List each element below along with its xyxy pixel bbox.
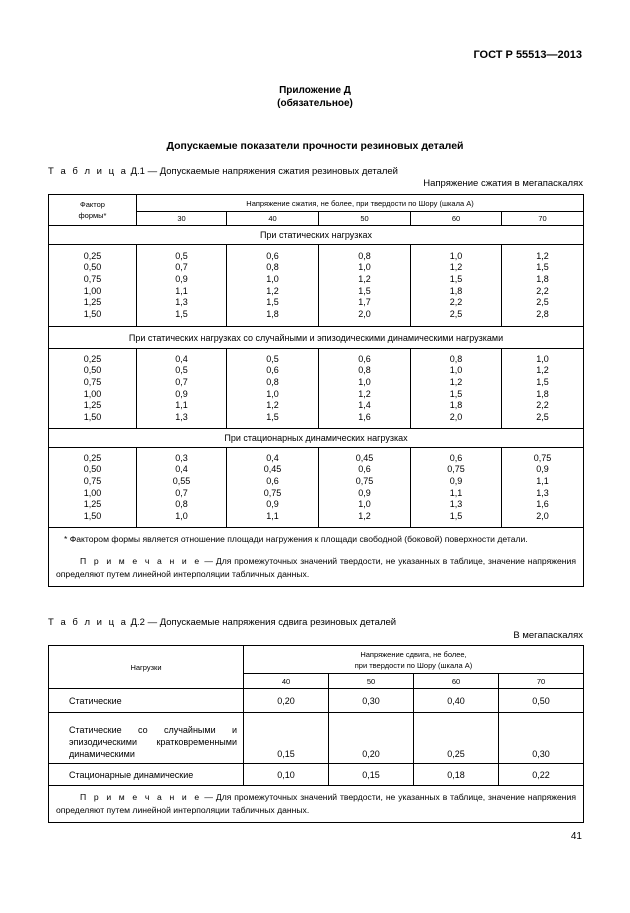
table1-data-column	[227, 448, 319, 528]
table1-data-column	[411, 245, 502, 327]
table1-cell: 1,1	[175, 400, 188, 411]
table1-caption-prefix: Т а б л и ц а	[48, 166, 128, 177]
table1-cell: 1,2	[449, 376, 463, 387]
table1-cell: 0,75	[83, 376, 102, 387]
table1-cell: 0,3	[175, 452, 188, 463]
appendix-heading	[0, 84, 630, 110]
table2-cell: 0,22	[499, 764, 584, 786]
section-title: Допускаемые показатели прочности резиновых деталей	[166, 140, 464, 152]
table2-notes	[49, 786, 584, 823]
table2-cell: 0,18	[414, 764, 499, 786]
table1-cell: 0,9	[358, 487, 371, 498]
table2-row-label	[49, 713, 244, 764]
table2-row	[49, 764, 584, 786]
table2-row	[49, 713, 584, 764]
table1-note-text: — Для промежуточных значений твердости, не указанных в таблице, значение напряжения определяют путем линейной интерполяции табличных данных.	[56, 556, 576, 579]
table1-cell: 1,2	[536, 250, 549, 261]
table1-cell: 0,6	[266, 475, 279, 486]
table1-cell: 0,75	[355, 475, 374, 486]
table1-hardness-cell: 60	[411, 212, 502, 226]
table1-cell: 1,0	[358, 376, 371, 387]
table2-cell: 0,15	[244, 713, 329, 764]
table1-data-column	[319, 245, 411, 327]
table1-cell: 1,00	[83, 487, 102, 498]
table1-cell: 1,7	[358, 297, 371, 308]
table1-cell: 1,8	[536, 388, 549, 399]
table1-cell: 1,0	[175, 510, 188, 521]
table1-cell: 1,2	[266, 400, 279, 411]
table1-cell: 0,45	[263, 464, 282, 475]
table1-cell: 0,5	[266, 353, 279, 364]
table1-data-column	[411, 349, 502, 429]
table1-cell: 1,1	[449, 487, 463, 498]
table1-cell: 0,9	[536, 464, 549, 475]
table1-cell: 0,5	[175, 365, 188, 376]
table1-cell: 1,1	[266, 510, 279, 521]
table1-notes	[49, 528, 584, 587]
table1-cell: 0,9	[266, 499, 279, 510]
table1-note-prefix: П р и м е ч а н и е	[80, 556, 202, 566]
table1-cell: 0,75	[447, 464, 465, 475]
table2-cell: 0,30	[499, 713, 584, 764]
table1-data-column	[49, 448, 137, 528]
table2-col0-header: Нагрузки	[49, 646, 244, 689]
table1-cell: 0,8	[266, 376, 279, 387]
table1-cell: 1,50	[83, 308, 102, 319]
table1-group-data	[49, 349, 584, 429]
table1-data-column	[502, 448, 584, 528]
table2-span-header	[244, 646, 584, 674]
table1-hardness-cell: 30	[137, 212, 227, 226]
table1-cell: 0,4	[266, 452, 279, 463]
table1-cell: 0,75	[83, 475, 102, 486]
table1-cell: 0,6	[266, 365, 279, 376]
table1-cell: 1,0	[536, 353, 549, 364]
table1-cell: 0,75	[533, 452, 552, 463]
table1-cell: 2,2	[536, 285, 549, 296]
table2	[48, 645, 584, 823]
table1-cell: 0,55	[172, 475, 191, 486]
table2-cell: 0,10	[244, 764, 329, 786]
table1-data-column	[502, 245, 584, 327]
table1-caption	[48, 166, 398, 177]
table1-cell: 1,6	[358, 411, 371, 422]
table2-cell: 0,50	[499, 689, 584, 713]
table1-group-title: При статических нагрузках со случайными и эпизодическими динамическими нагрузками	[49, 327, 584, 349]
table2-note	[56, 791, 576, 817]
table2-cell: 0,25	[414, 713, 499, 764]
table2-row-label: Статические	[49, 689, 244, 713]
table2-cell: 0,15	[329, 764, 414, 786]
table1-cell: 0,8	[266, 262, 279, 273]
table1-cell: 1,0	[358, 499, 371, 510]
table1-group-title: При стационарных динамических нагрузках	[49, 429, 584, 448]
table1-cell: 1,0	[266, 388, 279, 399]
table1-cell: 1,3	[449, 499, 463, 510]
table1-cell: 1,0	[266, 273, 279, 284]
table1-cell: 0,8	[175, 499, 188, 510]
table1-cell: 1,5	[536, 262, 549, 273]
table1-note	[56, 555, 576, 581]
table1-cell: 1,3	[175, 411, 188, 422]
table1-data-column	[49, 349, 137, 429]
table1-cell: 0,25	[83, 452, 102, 463]
table1-cell: 0,6	[449, 452, 463, 463]
table1-data-column	[502, 349, 584, 429]
table2-caption-text: Д.2 — Допускаемые напряжения сдвига резиновых деталей	[127, 617, 397, 628]
table1-cell: 2,8	[536, 308, 549, 319]
table1-cell: 2,0	[536, 510, 549, 521]
table2-caption-prefix: Т а б л и ц а	[48, 617, 128, 628]
table2-note-prefix: П р и м е ч а н и е	[80, 792, 202, 802]
table1-data-column	[411, 448, 502, 528]
table1-group-title: При статических нагрузках	[49, 226, 584, 245]
table1-cell: 1,4	[358, 400, 371, 411]
table1-cell: 2,5	[536, 411, 549, 422]
table1-cell: 2,5	[449, 308, 463, 319]
table2-cell: 0,20	[244, 689, 329, 713]
table1-cell: 0,8	[358, 365, 371, 376]
table1-hardness-cell: 70	[502, 212, 584, 226]
table1-cell: 0,9	[449, 475, 463, 486]
table2-row-label-text: Статические со случайными и эпизодическими кратковременными динамическими	[69, 725, 237, 759]
table1-cell: 0,8	[358, 250, 371, 261]
table2-note-text: — Для промежуточных значений твердости, не указанных в таблице, значение напряжения определяют путем линейной интерполяции табличных данных.	[56, 792, 576, 815]
table1-data-column	[227, 349, 319, 429]
table1-cell: 1,5	[449, 273, 463, 284]
table1-cell: 1,25	[83, 400, 102, 411]
table1-cell: 1,2	[358, 510, 371, 521]
table1-cell: 1,00	[83, 285, 102, 296]
table1-cell: 1,2	[449, 262, 463, 273]
table1-cell: 1,5	[266, 411, 279, 422]
table2-cell: 0,20	[329, 713, 414, 764]
table1-cell: 1,2	[358, 273, 371, 284]
table1-cell: 1,25	[83, 499, 102, 510]
table1-data-column	[227, 245, 319, 327]
table1-cell: 0,75	[263, 487, 282, 498]
table1-cell: 1,1	[175, 285, 188, 296]
table1-data-column	[137, 448, 227, 528]
table1-span-header: Напряжение сжатия, не более, при твердости по Шору (шкала А)	[137, 195, 584, 212]
table2-hardness-cell: 60	[414, 674, 499, 689]
table1-cell: 0,50	[83, 262, 102, 273]
table1-cell: 1,25	[83, 297, 102, 308]
table1-cell: 0,45	[355, 452, 374, 463]
table1-data-column	[137, 349, 227, 429]
table1-cell: 1,5	[449, 388, 463, 399]
table1-data-column	[319, 349, 411, 429]
table1-cell: 0,50	[83, 365, 102, 376]
table1-col0-header-text: Фактор формы*	[78, 200, 107, 220]
table2-hardness-cell: 40	[244, 674, 329, 689]
table1-cell: 0,5	[175, 250, 188, 261]
table1-footnote: * Фактором формы является отношение площади нагружения к площади свободной (боковой) поверхности детали.	[64, 534, 528, 544]
table1-hardness-cell: 50	[319, 212, 411, 226]
table1-cell: 0,7	[175, 262, 188, 273]
table1-cell: 1,5	[536, 376, 549, 387]
standard-code: ГОСТ Р 55513—2013	[473, 49, 582, 61]
table1-cell: 0,6	[266, 250, 279, 261]
table1-group-data	[49, 245, 584, 327]
table2-cell: 0,30	[329, 689, 414, 713]
table1-cell: 0,4	[175, 464, 188, 475]
table1-cell: 1,0	[449, 365, 463, 376]
table1-cell: 1,3	[536, 487, 549, 498]
table2-row	[49, 689, 584, 713]
table1-cell: 1,0	[449, 250, 463, 261]
table1-cell: 0,50	[83, 464, 102, 475]
table1-cell: 1,2	[536, 365, 549, 376]
table2-span-header-text: Напряжение сдвига, не более, при твердости по Шору (шкала А)	[354, 649, 473, 670]
page-number: 41	[570, 831, 582, 842]
table2-caption	[48, 617, 396, 628]
appendix-title: Приложение Д	[279, 85, 351, 96]
table1-cell: 0,6	[358, 353, 371, 364]
table1-cell: 1,8	[449, 285, 463, 296]
table1-cell: 1,8	[536, 273, 549, 284]
table2-hardness-cell: 50	[329, 674, 414, 689]
table1-cell: 2,5	[536, 297, 549, 308]
table1-cell: 1,5	[358, 285, 371, 296]
table2-hardness-cell: 70	[499, 674, 584, 689]
table1-cell: 0,8	[449, 353, 463, 364]
table1-cell: 2,0	[358, 308, 371, 319]
table2-cell: 0,40	[414, 689, 499, 713]
table1	[48, 194, 584, 587]
table1-cell: 2,0	[449, 411, 463, 422]
table1-cell: 2,2	[449, 297, 463, 308]
table1-cell: 1,2	[358, 388, 371, 399]
table1-cell: 1,2	[266, 285, 279, 296]
table1-cell: 1,5	[449, 510, 463, 521]
table1-cell: 0,25	[83, 353, 102, 364]
table1-cell: 0,4	[175, 353, 188, 364]
table1-data-column	[319, 448, 411, 528]
table1-data-column	[137, 245, 227, 327]
appendix-status: (обязательное)	[277, 98, 353, 109]
table1-col0-header	[49, 195, 137, 226]
table1-cell: 0,6	[358, 464, 371, 475]
table1-cell: 1,5	[175, 308, 188, 319]
table1-cell: 1,1	[536, 475, 549, 486]
table1-unit: Напряжение сжатия в мегапаскалях	[423, 178, 583, 189]
table1-group-data	[49, 448, 584, 528]
table2-unit: В мегапаскалях	[513, 630, 583, 641]
table1-caption-text: Д.1 — Допускаемые напряжения сжатия резиновых деталей	[127, 166, 398, 177]
table1-cell: 0,75	[83, 273, 102, 284]
table2-row-label: Стационарные динамические	[49, 764, 244, 786]
table1-cell: 0,7	[175, 487, 188, 498]
table1-data-column	[49, 245, 137, 327]
table1-cell: 0,25	[83, 250, 102, 261]
table1-cell: 0,7	[175, 376, 188, 387]
table1-cell: 1,6	[536, 499, 549, 510]
table1-cell: 1,8	[266, 308, 279, 319]
table1-cell: 1,50	[83, 510, 102, 521]
table1-cell: 0,9	[175, 388, 188, 399]
table1-cell: 2,2	[536, 400, 549, 411]
table1-cell: 1,5	[266, 297, 279, 308]
table1-cell: 1,3	[175, 297, 188, 308]
table1-cell: 0,9	[175, 273, 188, 284]
table1-cell: 1,50	[83, 411, 102, 422]
table1-cell: 1,8	[449, 400, 463, 411]
table1-cell: 1,0	[358, 262, 371, 273]
table1-hardness-cell: 40	[227, 212, 319, 226]
table1-cell: 1,00	[83, 388, 102, 399]
